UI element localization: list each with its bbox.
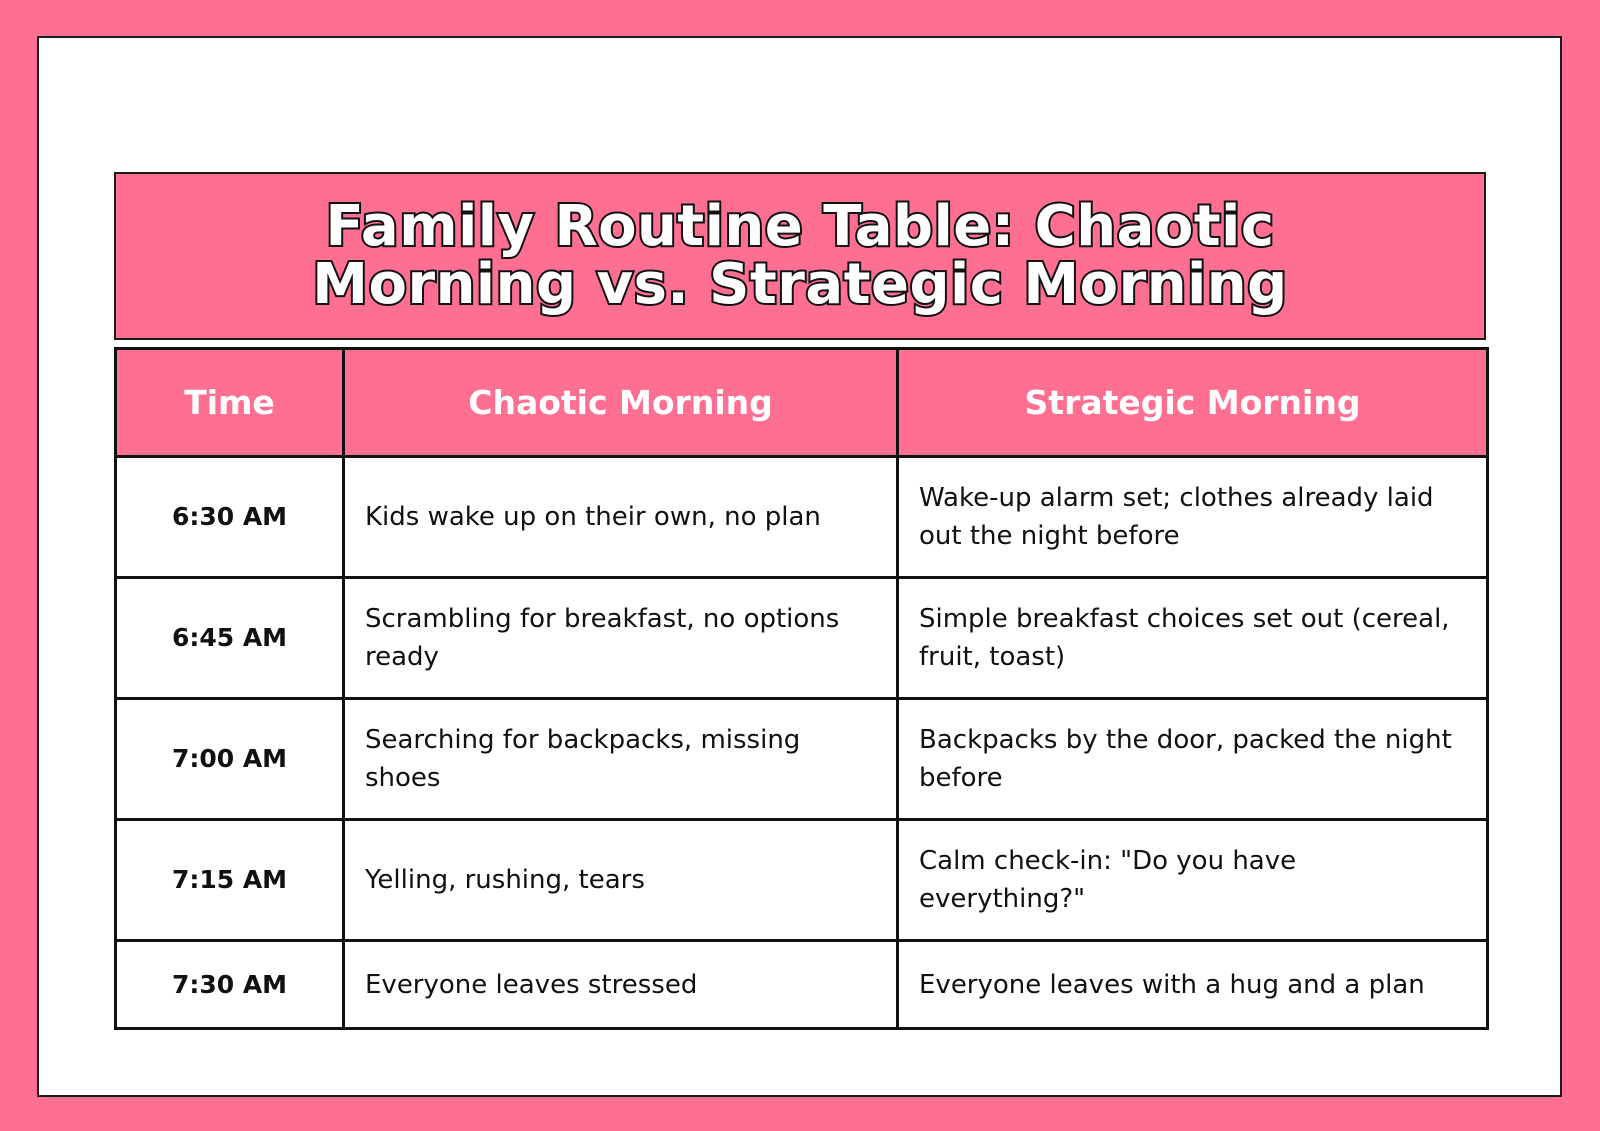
column-header-time: Time: [116, 349, 344, 457]
table-row: [116, 578, 1488, 699]
strategic-cell: Backpacks by the door, packed the night before: [898, 699, 1488, 820]
chaotic-cell: Searching for backpacks, missing shoes: [344, 699, 898, 820]
table-row: [116, 820, 1488, 941]
chaotic-cell: Yelling, rushing, tears: [344, 820, 898, 941]
strategic-cell: Everyone leaves with a hug and a plan: [898, 941, 1488, 1029]
table-row: [116, 457, 1488, 578]
table-row: [116, 941, 1488, 1029]
strategic-cell: Calm check-in: "Do you have everything?": [898, 820, 1488, 941]
routine-table: [114, 347, 1489, 1030]
time-cell: 6:45 AM: [116, 578, 344, 699]
time-cell: 7:00 AM: [116, 699, 344, 820]
time-cell: 7:30 AM: [116, 941, 344, 1029]
chaotic-cell: Everyone leaves stressed: [344, 941, 898, 1029]
strategic-cell: Simple breakfast choices set out (cereal, fruit, toast): [898, 578, 1488, 699]
time-cell: 6:30 AM: [116, 457, 344, 578]
page-title: Family Routine Table: Chaotic Morning vs. Strategic Morning: [312, 194, 1288, 317]
title-banner: [114, 172, 1486, 340]
strategic-cell: Wake-up alarm set; clothes already laid out the night before: [898, 457, 1488, 578]
table-header-row: [116, 349, 1488, 457]
time-cell: 7:15 AM: [116, 820, 344, 941]
table-row: [116, 699, 1488, 820]
column-header-strategic-morning: Strategic Morning: [898, 349, 1488, 457]
chaotic-cell: Kids wake up on their own, no plan: [344, 457, 898, 578]
chaotic-cell: Scrambling for breakfast, no options ready: [344, 578, 898, 699]
column-header-chaotic-morning: Chaotic Morning: [344, 349, 898, 457]
